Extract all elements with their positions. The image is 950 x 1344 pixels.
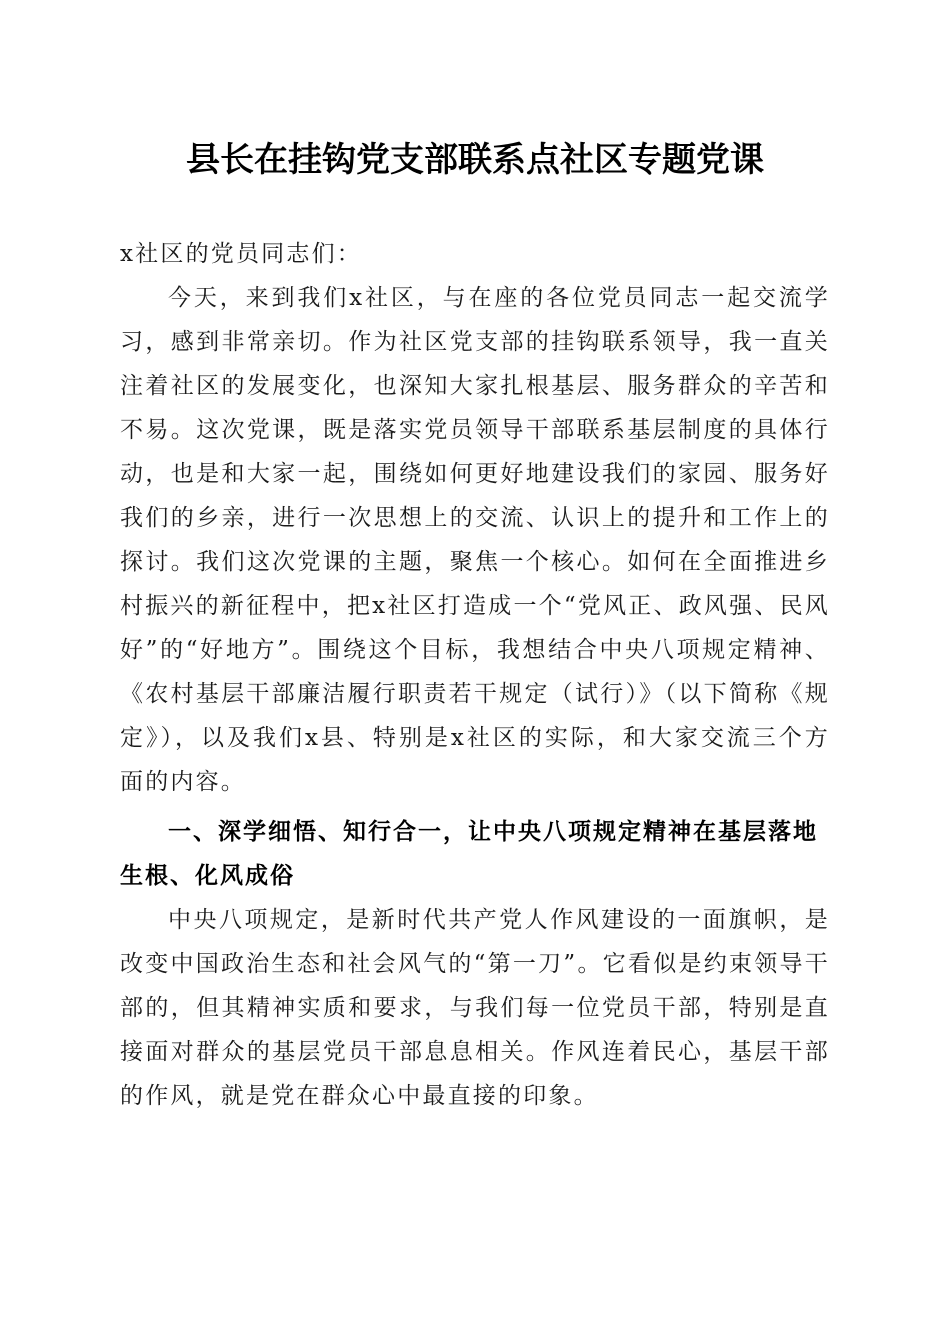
salutation: x社区的党员同志们： [120, 241, 362, 267]
section-heading-1: 一、深学细悟、知行合一，让中央八项规定精神在基层落地生根、化风成俗 [120, 819, 818, 889]
paragraph-intro: 今天，来到我们x社区，与在座的各位党员同志一起交流学习，感到非常亲切。作为社区党支部的挂钩联系领导，我一直关注着社区的发展变化，也深知大家扎根基层、服务群众的辛苦和不易。这次党课，既是落实党员领导干部联系基层制度的具体行动，也是和大家一起，围绕如何更好地建设我们的家园、服务好我们的乡亲，进行一次思想上的交流、认识上的提升和工作上的探讨。我们这次党课的主题，聚焦一个核心。如何在全面推进乡村振兴的新征程中，把x社区打造成一个“党风正、政风强、民风好”的“好地方”。围绕这个目标，我想结合中央八项规定精神、《农村基层干部廉洁履行职责若干规定（试行）》（以下简称《规定》），以及我们x县、特别是x社区的实际，和大家交流三个方面的内容。 [120, 285, 830, 795]
paragraph-section-1: 中央八项规定，是新时代共产党人作风建设的一面旗帜，是改变中国政治生态和社会风气的“第一刀”。它看似是约束领导干部的，但其精神实质和要求，与我们每一位党员干部，特别是直接面对群众的基层党员干部息息相关。作风连着民心，基层干部的作风，就是党在群众心中最直接的印象。 [120, 907, 830, 1109]
document-title: 县长在挂钩党支部联系点社区专题党课 [186, 140, 764, 180]
